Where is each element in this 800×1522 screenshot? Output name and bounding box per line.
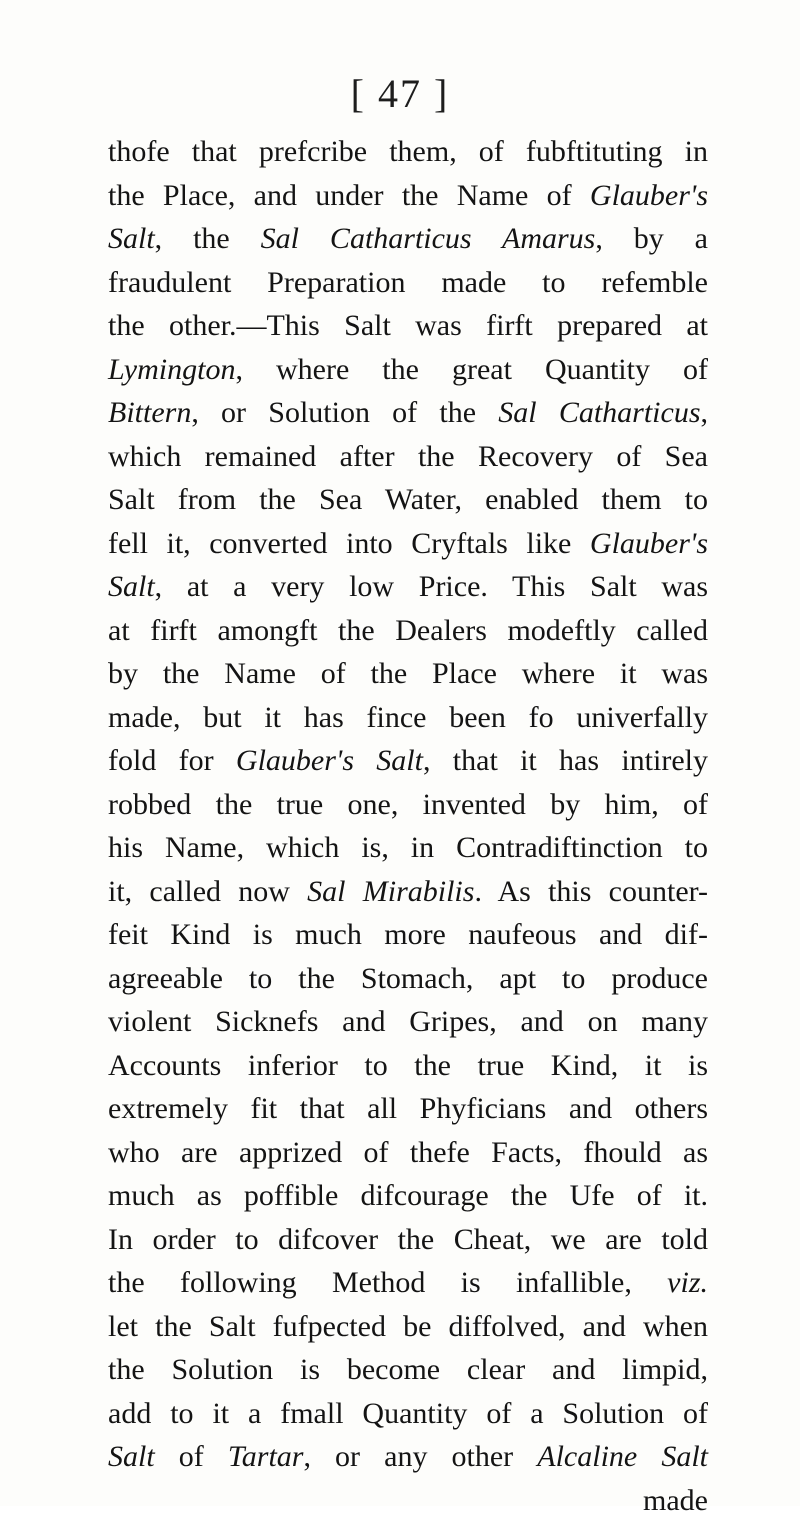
text-run: Accounts inferior to the true Kind, it is [108,1049,708,1082]
text-run: who are apprized of thefe Facts, fhould as [108,1136,708,1169]
text-run: made [643,1484,708,1517]
text-run: the other.—This Salt was firft prepared at [108,309,708,342]
text-line [108,522,708,566]
text-line [108,174,708,218]
text-line [108,652,708,696]
text-run: violent Sicknefs and Gripes, and on many [108,1005,708,1038]
text-run: , or any other [303,1440,537,1473]
text-line [108,435,708,479]
text-line [108,957,708,1001]
italic-text-run: Glauber's Salt [236,744,423,777]
text-run: the Solution is become clear and limpid, [108,1353,708,1386]
text-run: it, called now [108,875,307,908]
text-run: the Place, and under the Name of [108,179,590,212]
text-run: at firft amongft the Dealers modeftly called [108,614,708,647]
italic-text-run: Sal Catharticus [498,396,700,429]
text-line [108,348,708,392]
italic-text-run: Glauber's [590,179,708,212]
text-line [108,565,708,609]
text-run: , where the great Quantity of [235,353,708,386]
italic-text-run: Salt [108,570,155,603]
text-line [108,1435,708,1479]
text-line [108,696,708,740]
text-line [108,1131,708,1175]
text-run: much as poffible difcourage the Ufe of it. [108,1179,708,1212]
italic-text-run: Alcaline Salt [537,1440,708,1473]
text-line [108,1392,708,1436]
text-run: by the Name of the Place where it was [108,657,708,690]
text-line [108,1305,708,1349]
text-run: , or Solution of the [191,396,498,429]
text-run: . As this counter- [474,875,708,908]
text-line [108,1261,708,1305]
text-line [108,130,708,174]
italic-text-run: Lymington [108,353,235,386]
text-line [108,783,708,827]
text-line [108,217,708,261]
text-run: agreeable to the Stomach, apt to produce [108,962,708,995]
text-run: fell it, converted into Cryftals like [108,527,590,560]
text-run: Salt from the Sea Water, enabled them to [108,483,708,516]
text-run: , at a very low Price. This Salt was [155,570,708,603]
text-line [108,1174,708,1218]
text-line [108,739,708,783]
italic-text-run: Glauber's [590,527,708,560]
text-run: , by a [595,222,708,255]
text-line [108,1000,708,1044]
text-line [108,870,708,914]
text-run: let the Salt fufpected be diffolved, and when [108,1310,708,1343]
text-line [108,1348,708,1392]
page-number: [ 47 ] [0,70,800,117]
text-run: of [155,1440,228,1473]
text-run: the following Method is infallible, [108,1266,667,1299]
text-line [108,1479,708,1522]
text-line [108,304,708,348]
text-line [108,261,708,305]
italic-text-run: Sal Mirabilis [307,875,474,908]
italic-text-run: Bittern [108,396,191,429]
text-run: extremely fit that all Phyficians and others [108,1092,708,1125]
text-run: fraudulent Preparation made to refemble [108,266,708,299]
text-run: add to it a fmall Quantity of a Solution of [108,1397,708,1430]
text-run: feit Kind is much more naufeous and dif- [108,918,708,951]
text-run: his Name, which is, in Contradiftinction to [108,831,708,864]
text-line [108,391,708,435]
text-run: In order to difcover the Cheat, we are told [108,1223,708,1256]
text-line [108,609,708,653]
italic-text-run: Salt [108,1440,155,1473]
text-line [108,826,708,870]
text-run: thofe that prefcribe them, of fubftituting in [108,135,708,168]
italic-text-run: viz. [667,1266,708,1299]
text-line [108,1087,708,1131]
text-line [108,1044,708,1088]
italic-text-run: Sal Catharticus Amarus [261,222,596,255]
text-line [108,1218,708,1262]
text-run: made, but it has fince been fo univerfally [108,701,708,734]
italic-text-run: Salt [108,222,155,255]
body-text [108,130,708,1522]
text-run: fold for [108,744,236,777]
text-run: , the [155,222,261,255]
italic-text-run: Tartar [228,1440,304,1473]
text-run: , that it has intirely [423,744,708,777]
text-run: , [701,396,709,429]
text-line [108,478,708,522]
text-run: which remained after the Recovery of Sea [108,440,708,473]
text-line [108,913,708,957]
text-run: robbed the true one, invented by him, of [108,788,708,821]
